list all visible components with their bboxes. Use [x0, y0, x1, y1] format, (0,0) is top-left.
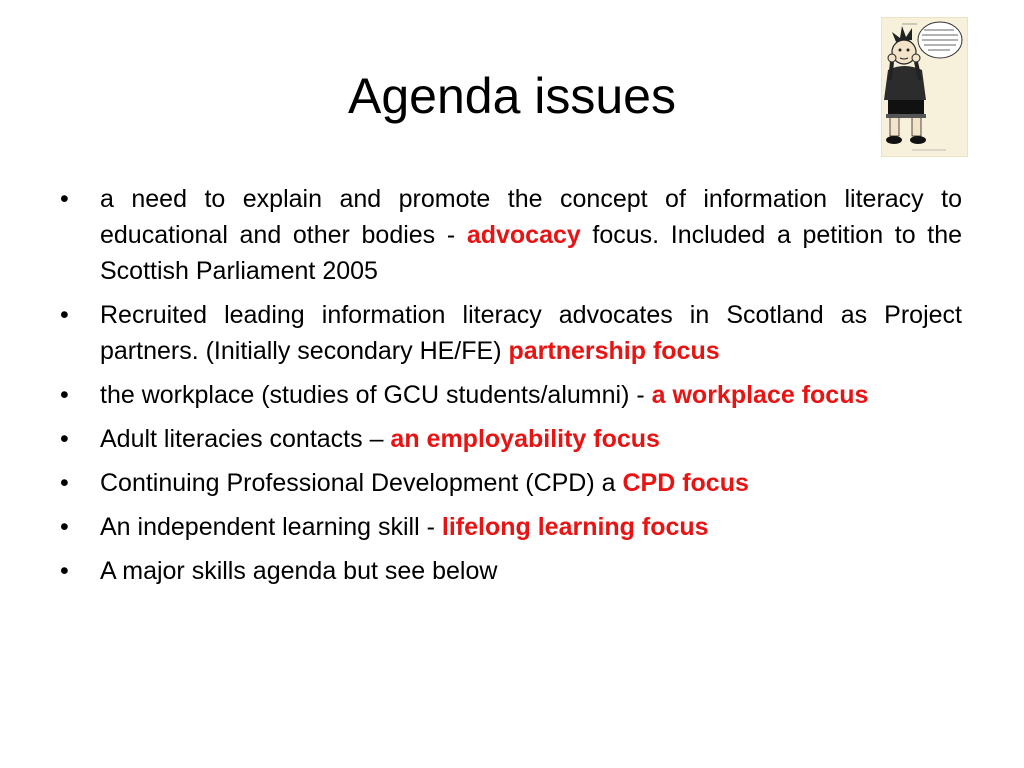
- bullet-text: Adult literacies contacts –: [100, 425, 391, 453]
- bullet-item-lifelong: [60, 509, 962, 545]
- bullet-highlight: lifelong learning focus: [441, 513, 709, 541]
- bullet-item-advocacy: [60, 181, 962, 289]
- bullet-icon: •: [60, 557, 69, 585]
- bullet-icon: •: [60, 513, 69, 541]
- bullet-icon: •: [60, 425, 69, 453]
- bullet-item-workplace: [60, 377, 962, 413]
- bullet-highlight: partnership focus: [508, 337, 720, 365]
- bullet-highlight: an employability focus: [390, 425, 660, 453]
- bullet-highlight: a workplace focus: [651, 381, 869, 409]
- bullet-text: Continuing Professional Development (CPD) a: [100, 469, 623, 497]
- bullet-text: A major skills agenda but see below: [100, 557, 498, 585]
- bullet-icon: •: [60, 381, 69, 409]
- bullet-text: a need to explain and promote the concept of information literacy to educational and other bodies -: [100, 185, 962, 249]
- cartoon-boy-icon: [882, 18, 967, 156]
- bullet-item-partnership: [60, 297, 962, 369]
- cartoon-image: [881, 17, 968, 157]
- bullet-icon: •: [60, 185, 69, 213]
- bullet-list: [60, 181, 962, 597]
- bullet-item-cpd: [60, 465, 962, 501]
- slide-title: Agenda issues: [347, 68, 676, 124]
- bullet-highlight: CPD focus: [622, 469, 749, 497]
- bullet-highlight: advocacy: [466, 221, 581, 249]
- bullet-item-employability: [60, 421, 962, 457]
- bullet-text: the workplace (studies of GCU students/alumni) -: [100, 381, 652, 409]
- bullet-text-after: focus. Included a petition to the Scottish Parliament 2005: [100, 221, 962, 285]
- bullet-text: Recruited leading information literacy advocates in Scotland as Project partners. (Initially secondary HE/FE): [100, 301, 962, 365]
- bullet-icon: •: [60, 469, 69, 497]
- bullet-icon: •: [60, 301, 69, 329]
- bullet-text: An independent learning skill -: [100, 513, 442, 541]
- bullet-item-skills: [60, 553, 962, 589]
